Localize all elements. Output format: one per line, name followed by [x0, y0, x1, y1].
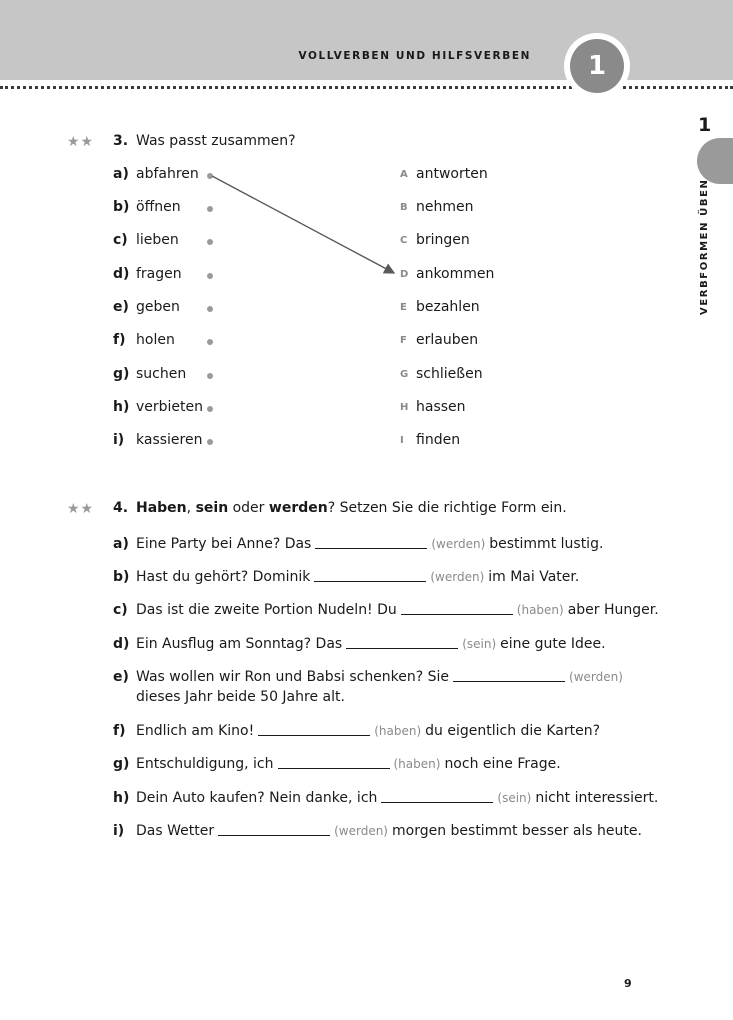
- title-sep: ,: [186, 500, 196, 516]
- sentence-end: aber Hunger.: [567, 602, 659, 618]
- title-word: sein: [195, 500, 229, 516]
- answer-blank[interactable]: [381, 788, 493, 803]
- item-letter: f): [113, 332, 126, 348]
- sentence-end: eine gute Idee.: [500, 636, 606, 652]
- section-title: VOLLVERBEN UND HILFSVERBEN: [298, 50, 531, 62]
- sentence: [136, 788, 659, 808]
- left-word: geben: [136, 299, 180, 315]
- answer-blank[interactable]: [401, 600, 513, 615]
- item-letter: b): [113, 199, 130, 215]
- right-word: antworten: [416, 166, 488, 182]
- right-letter: D: [400, 269, 409, 280]
- sentence: [136, 534, 636, 554]
- item-letter: b): [113, 569, 130, 585]
- right-letter: I: [400, 435, 404, 446]
- verb-hint: (werden): [431, 537, 486, 551]
- sentence-end: bestimmt lustig.: [489, 536, 604, 552]
- right-letter: C: [400, 235, 408, 246]
- sentence-start: Das Wetter: [136, 823, 215, 839]
- verb-hint: (werden): [430, 570, 485, 584]
- verb-hint: (haben): [393, 757, 441, 771]
- right-letter: A: [400, 169, 408, 180]
- sentence: [136, 634, 636, 654]
- verb-hint: (haben): [516, 603, 564, 617]
- answer-blank[interactable]: [278, 754, 390, 769]
- answer-blank[interactable]: [314, 567, 426, 582]
- right-word: bezahlen: [416, 299, 480, 315]
- item-letter: d): [113, 636, 130, 652]
- sentence: [136, 667, 636, 707]
- sentence: [136, 600, 659, 620]
- right-letter: B: [400, 202, 408, 213]
- sentence-end: noch eine Frage.: [444, 756, 561, 772]
- side-section-label: VERBFORMEN ÜBEN: [699, 178, 710, 315]
- title-sep: oder: [228, 500, 269, 516]
- verb-hint: (sein): [497, 791, 532, 805]
- sentence-start: Hast du gehört? Dominik: [136, 569, 311, 585]
- item-letter: c): [113, 602, 128, 618]
- sentence-start: Ein Ausflug am Sonntag? Das: [136, 636, 343, 652]
- left-word: suchen: [136, 366, 187, 382]
- verb-hint: (werden): [334, 824, 388, 838]
- page-number: 9: [624, 977, 632, 990]
- sentence-end: morgen bestimmt besser als heute.: [391, 823, 642, 839]
- right-letter: H: [400, 402, 409, 413]
- left-word: holen: [136, 332, 175, 348]
- right-letter: E: [400, 302, 407, 313]
- sentence: [136, 821, 642, 841]
- left-word: lieben: [136, 232, 179, 248]
- verb-hint: (sein): [462, 637, 497, 651]
- title-word: werden: [268, 500, 328, 516]
- item-letter: g): [113, 756, 130, 772]
- left-word: kassieren: [136, 432, 203, 448]
- item-letter: h): [113, 790, 130, 806]
- item-letter: g): [113, 366, 130, 382]
- sentence-end: dieses Jahr beide 50 Jahre alt.: [136, 689, 345, 705]
- sentence: [136, 721, 636, 741]
- item-letter: h): [113, 399, 130, 415]
- verb-hint: (haben): [374, 724, 422, 738]
- item-letter: i): [113, 432, 125, 448]
- left-word: fragen: [136, 266, 182, 282]
- right-letter: G: [400, 369, 409, 380]
- sentence-start: Entschuldigung, ich: [136, 756, 274, 772]
- right-letter: F: [400, 335, 407, 346]
- right-word: ankommen: [416, 266, 495, 282]
- left-word: öffnen: [136, 199, 181, 215]
- difficulty-stars: ★★: [67, 501, 95, 517]
- item-letter: e): [113, 299, 129, 315]
- answer-blank[interactable]: [453, 667, 565, 682]
- answer-blank[interactable]: [346, 634, 458, 649]
- exercise-title: [136, 500, 567, 516]
- item-letter: f): [113, 723, 126, 739]
- title-word: Haben: [136, 500, 187, 516]
- sentence-start: Das ist die zweite Portion Nudeln! Du: [136, 602, 397, 618]
- sentence: [136, 567, 636, 587]
- right-word: hassen: [416, 399, 466, 415]
- sentence-start: Was wollen wir Ron und Babsi schenken? Sie: [136, 669, 450, 685]
- item-letter: c): [113, 232, 128, 248]
- title-rest: ? Setzen Sie die richtige Form ein.: [327, 500, 567, 516]
- left-word: abfahren: [136, 166, 199, 182]
- item-letter: e): [113, 669, 129, 685]
- right-word: finden: [416, 432, 461, 448]
- difficulty-stars: ★★: [67, 134, 95, 150]
- left-word: verbieten: [136, 399, 204, 415]
- right-word: nehmen: [416, 199, 474, 215]
- sentence-end: du eigentlich die Karten?: [425, 723, 601, 739]
- exercise-number: 3.: [113, 133, 129, 149]
- sentence-start: Dein Auto kaufen? Nein danke, ich: [136, 790, 378, 806]
- sentence: [136, 754, 636, 774]
- answer-blank[interactable]: [258, 721, 370, 736]
- sentence-start: Endlich am Kino!: [136, 723, 255, 739]
- right-word: erlauben: [416, 332, 479, 348]
- item-letter: a): [113, 536, 129, 552]
- exercise-title: Was passt zusammen?: [136, 133, 296, 149]
- right-word: bringen: [416, 232, 470, 248]
- right-word: schließen: [416, 366, 483, 382]
- sentence-end: nicht interessiert.: [535, 790, 659, 806]
- sentence-end: im Mai Vater.: [488, 569, 580, 585]
- item-letter: a): [113, 166, 129, 182]
- verb-hint: (werden): [569, 670, 623, 684]
- sentence-start: Eine Party bei Anne? Das: [136, 536, 312, 552]
- item-letter: i): [113, 823, 125, 839]
- item-letter: d): [113, 266, 130, 282]
- exercise-number: 4.: [113, 500, 129, 516]
- chapter-number: 1: [570, 39, 624, 93]
- answer-blank[interactable]: [315, 534, 427, 549]
- side-chapter-number: 1: [698, 114, 712, 136]
- answer-blank[interactable]: [218, 821, 330, 836]
